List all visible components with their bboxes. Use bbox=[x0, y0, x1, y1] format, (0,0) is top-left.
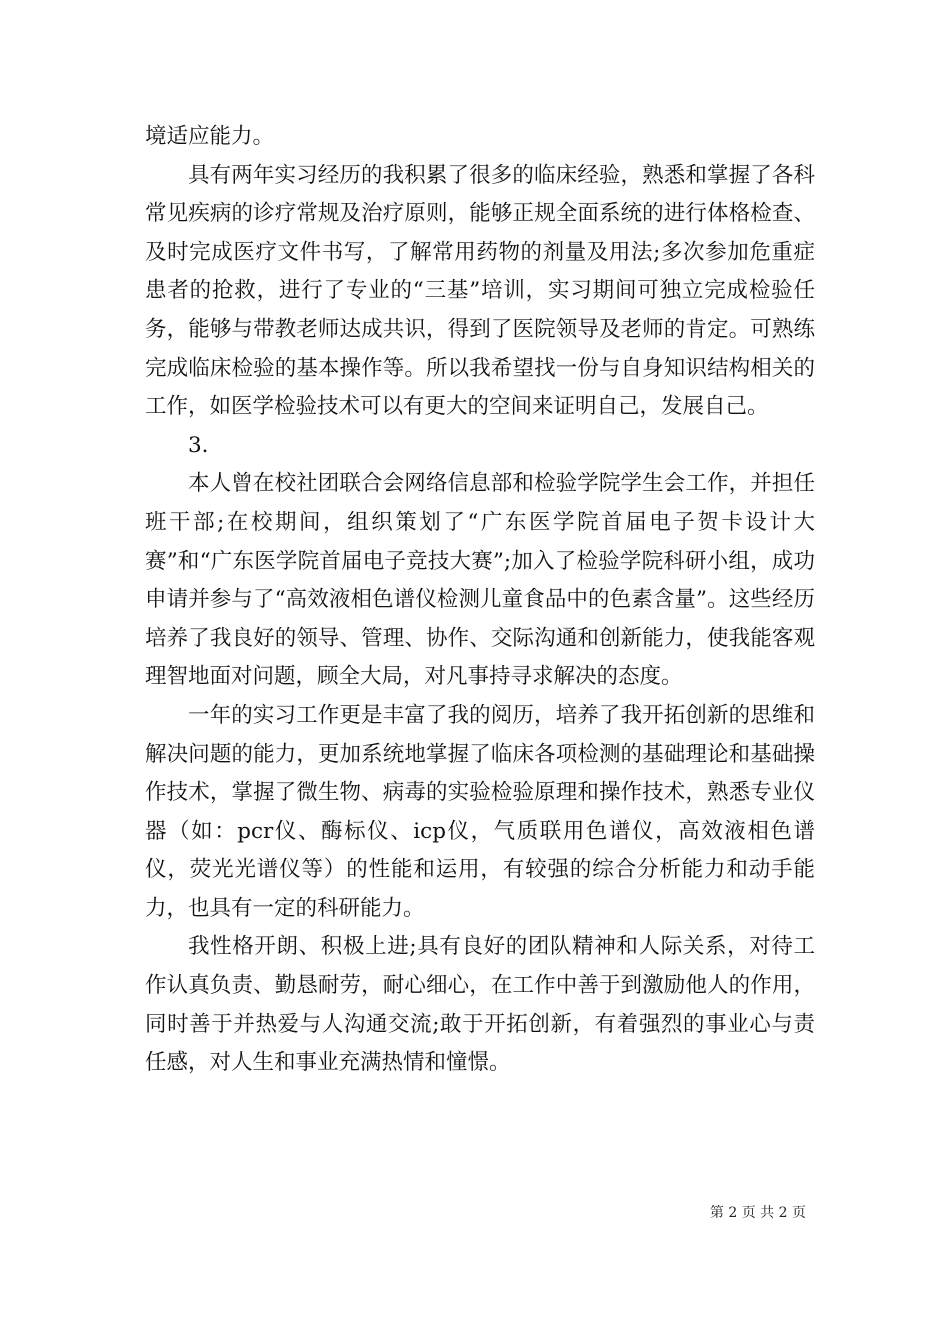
page-number-footer: 第 2 页 共 2 页 bbox=[709, 1205, 806, 1221]
paragraph-internship-experience: 具有两年实习经历的我积累了很多的临床经验，熟悉和掌握了各科常见疾病的诊疗常规及治疗原则，能够正规全面系统的进行体格检查、及时完成医疗文件书写，了解常用药物的剂量及用法;多次参加危重症患者的抢救，进行了专业的“三基”培训，实习期间可独立完成检验任务，能够与带教老师达成共识，得到了医院领导及老师的肯定。可熟练完成临床检验的基本操作等。所以我希望找一份与自身知识结构相关的工作，如医学检验技术可以有更大的空间来证明自己，发展自己。 bbox=[145, 162, 815, 420]
document-body bbox=[145, 118, 815, 1083]
paragraph-continuation: 境适应能力。 bbox=[145, 124, 275, 149]
paragraph-student-activities: 本人曾在校社团联合会网络信息部和检验学院学生会工作，并担任班干部;在校期间，组织策划了“广东医学院首届电子贺卡设计大赛”和“广东医学院首届电子竞技大赛”;加入了检验学院科研小组，成功申请并参与了“高效液相色谱仪检测儿童食品中的色素含量”。这些经历培养了我良好的领导、管理、协作、交际沟通和创新能力，使我能客观理智地面对问题，顾全大局，对凡事持寻求解决的态度。 bbox=[145, 471, 815, 690]
paragraph-personality: 我性格开朗、积极上进;具有良好的团队精神和人际关系，对待工作认真负责、勤恳耐劳，耐心细心，在工作中善于到激励他人的作用，同时善于并热爱与人沟通交流;敢于开拓创新，有着强烈的事业心与责任感，对人生和事业充满热情和憧憬。 bbox=[145, 934, 815, 1076]
paragraph-number: 3. bbox=[188, 432, 209, 458]
paragraph-internship-skills: 一年的实习工作更是丰富了我的阅历，培养了我开拓创新的思维和解决问题的能力，更加系统地掌握了临床各项检测的基础理论和基础操作技术，掌握了微生物、病毒的实验检验原理和操作技术，熟悉专业仪器（如：pcr仪、酶标仪、icp仪，气质联用色谱仪，高效液相色谱仪，荧光光谱仪等）的性能和运用，有较强的综合分析能力和动手能力，也具有一定的科研能力。 bbox=[145, 702, 815, 921]
